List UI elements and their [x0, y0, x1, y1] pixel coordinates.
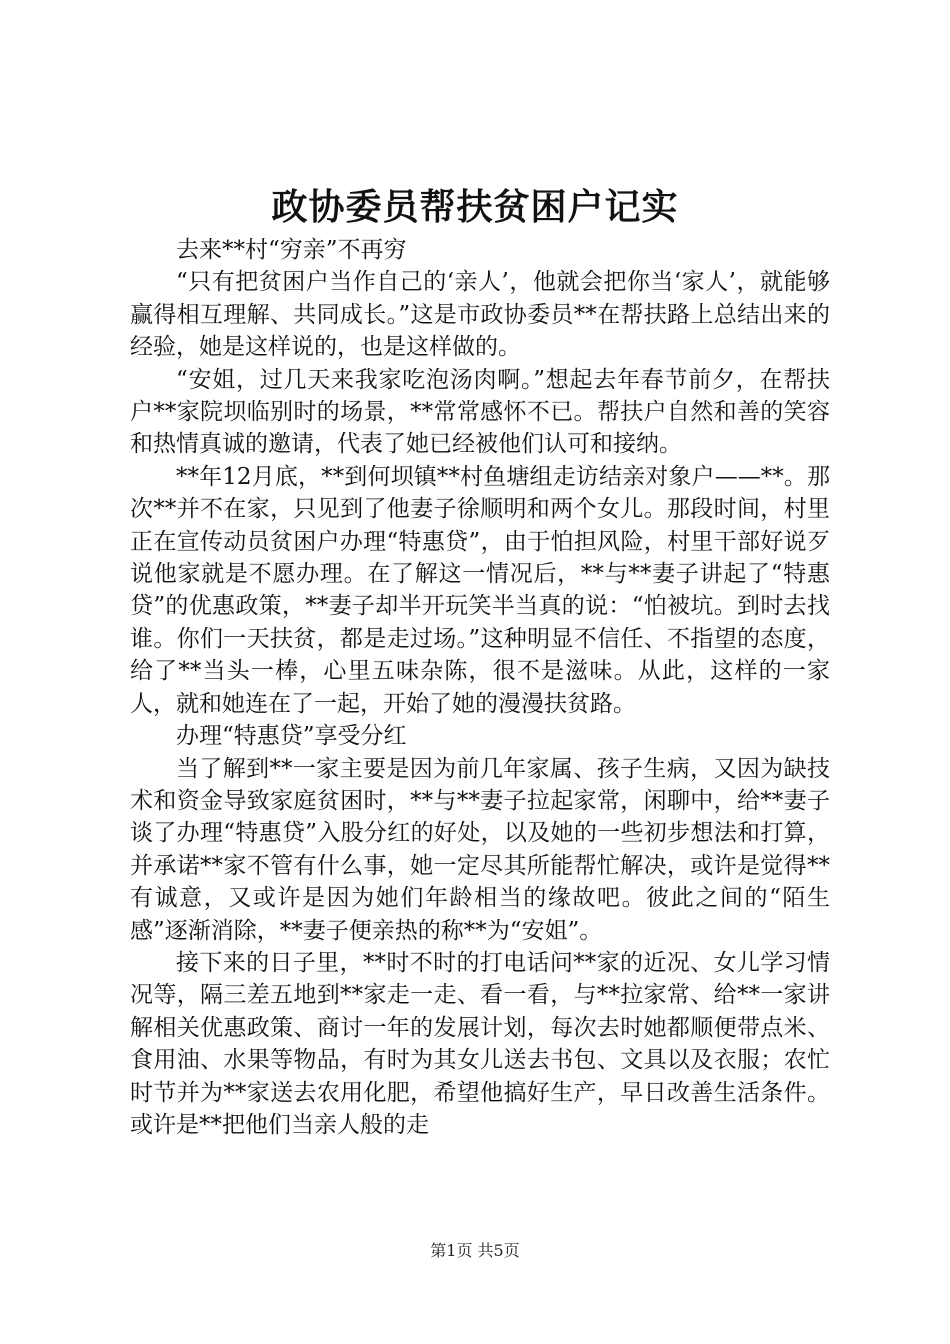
paragraph: “只有把贫困户当作自己的‘亲人’，他就会把你当‘家人’，就能够赢得相互理解、共同成长。”这是市政协委员**在帮扶路上总结出来的经验，她是这样说的，也是这样做的。: [130, 269, 830, 361]
section-heading: 去来**村“穷亲”不再穷: [176, 237, 407, 263]
section-heading: 办理“特惠贷”享受分红: [176, 723, 407, 750]
document-body: [130, 234, 830, 1141]
document-title: 政协委员帮扶贫困户记实: [271, 186, 679, 228]
paragraph: “安姐，过几天来我家吃泡汤肉啊。”想起去年春节前夕，在帮扶户**家院坝临别时的场景，**常常感怀不已。帮扶户自然和善的笑容和热情真诚的邀请，代表了她已经被他们认可和接纳。: [130, 366, 830, 458]
paragraph: **年12月底，**到何坝镇**村鱼塘组走访结亲对象户——**。那次**并不在家，只见到了他妻子徐顺明和两个女儿。那段时间，村里正在宣传动员贫困户办理“特惠贷”，由于怕担风险，村里干部好说歹说他家就是不愿办理。在了解这一情况后，**与**妻子讲起了“特惠贷”的优惠政策，**妻子却半开玩笑半当真的说：“怕被坑。到时去找谁。你们一天扶贫，都是走过场。”这种明显不信任、不指望的态度，给了**当头一棒，心里五味杂陈，很不是滋味。从此，这样的一家人，就和她连在了一起，开始了她的漫漫扶贫路。: [130, 463, 830, 717]
paragraph: 当了解到**一家主要是因为前几年家属、孩子生病，又因为缺技术和资金导致家庭贫困时，**与**妻子拉起家常，闲聊中，给**妻子谈了办理“特惠贷”入股分红的好处，以及她的一些初步想法和打算，并承诺**家不管有什么事，她一定尽其所能帮忙解决，或许是觉得**有诚意，又或许是因为她们年龄相当的缘故吧。彼此之间的“陌生感”逐渐消除，**妻子便亲热的称**为“安姐”。: [130, 755, 830, 944]
paragraph: 接下来的日子里，**时不时的打电话问**家的近况、女儿学习情况等，隔三差五地到**家走一走、看一看，与**拉家常、给**一家讲解相关优惠政策、商讨一年的发展计划，每次去时她都顺便带点米、食用油、水果等物品，有时为其女儿送去书包、文具以及衣服；农忙时节并为**家送去农用化肥，希望他搞好生产，早日改善生活条件。或许是**把他们当亲人般的走: [130, 949, 830, 1138]
page-footer: 第1页 共5页: [430, 1241, 520, 1260]
